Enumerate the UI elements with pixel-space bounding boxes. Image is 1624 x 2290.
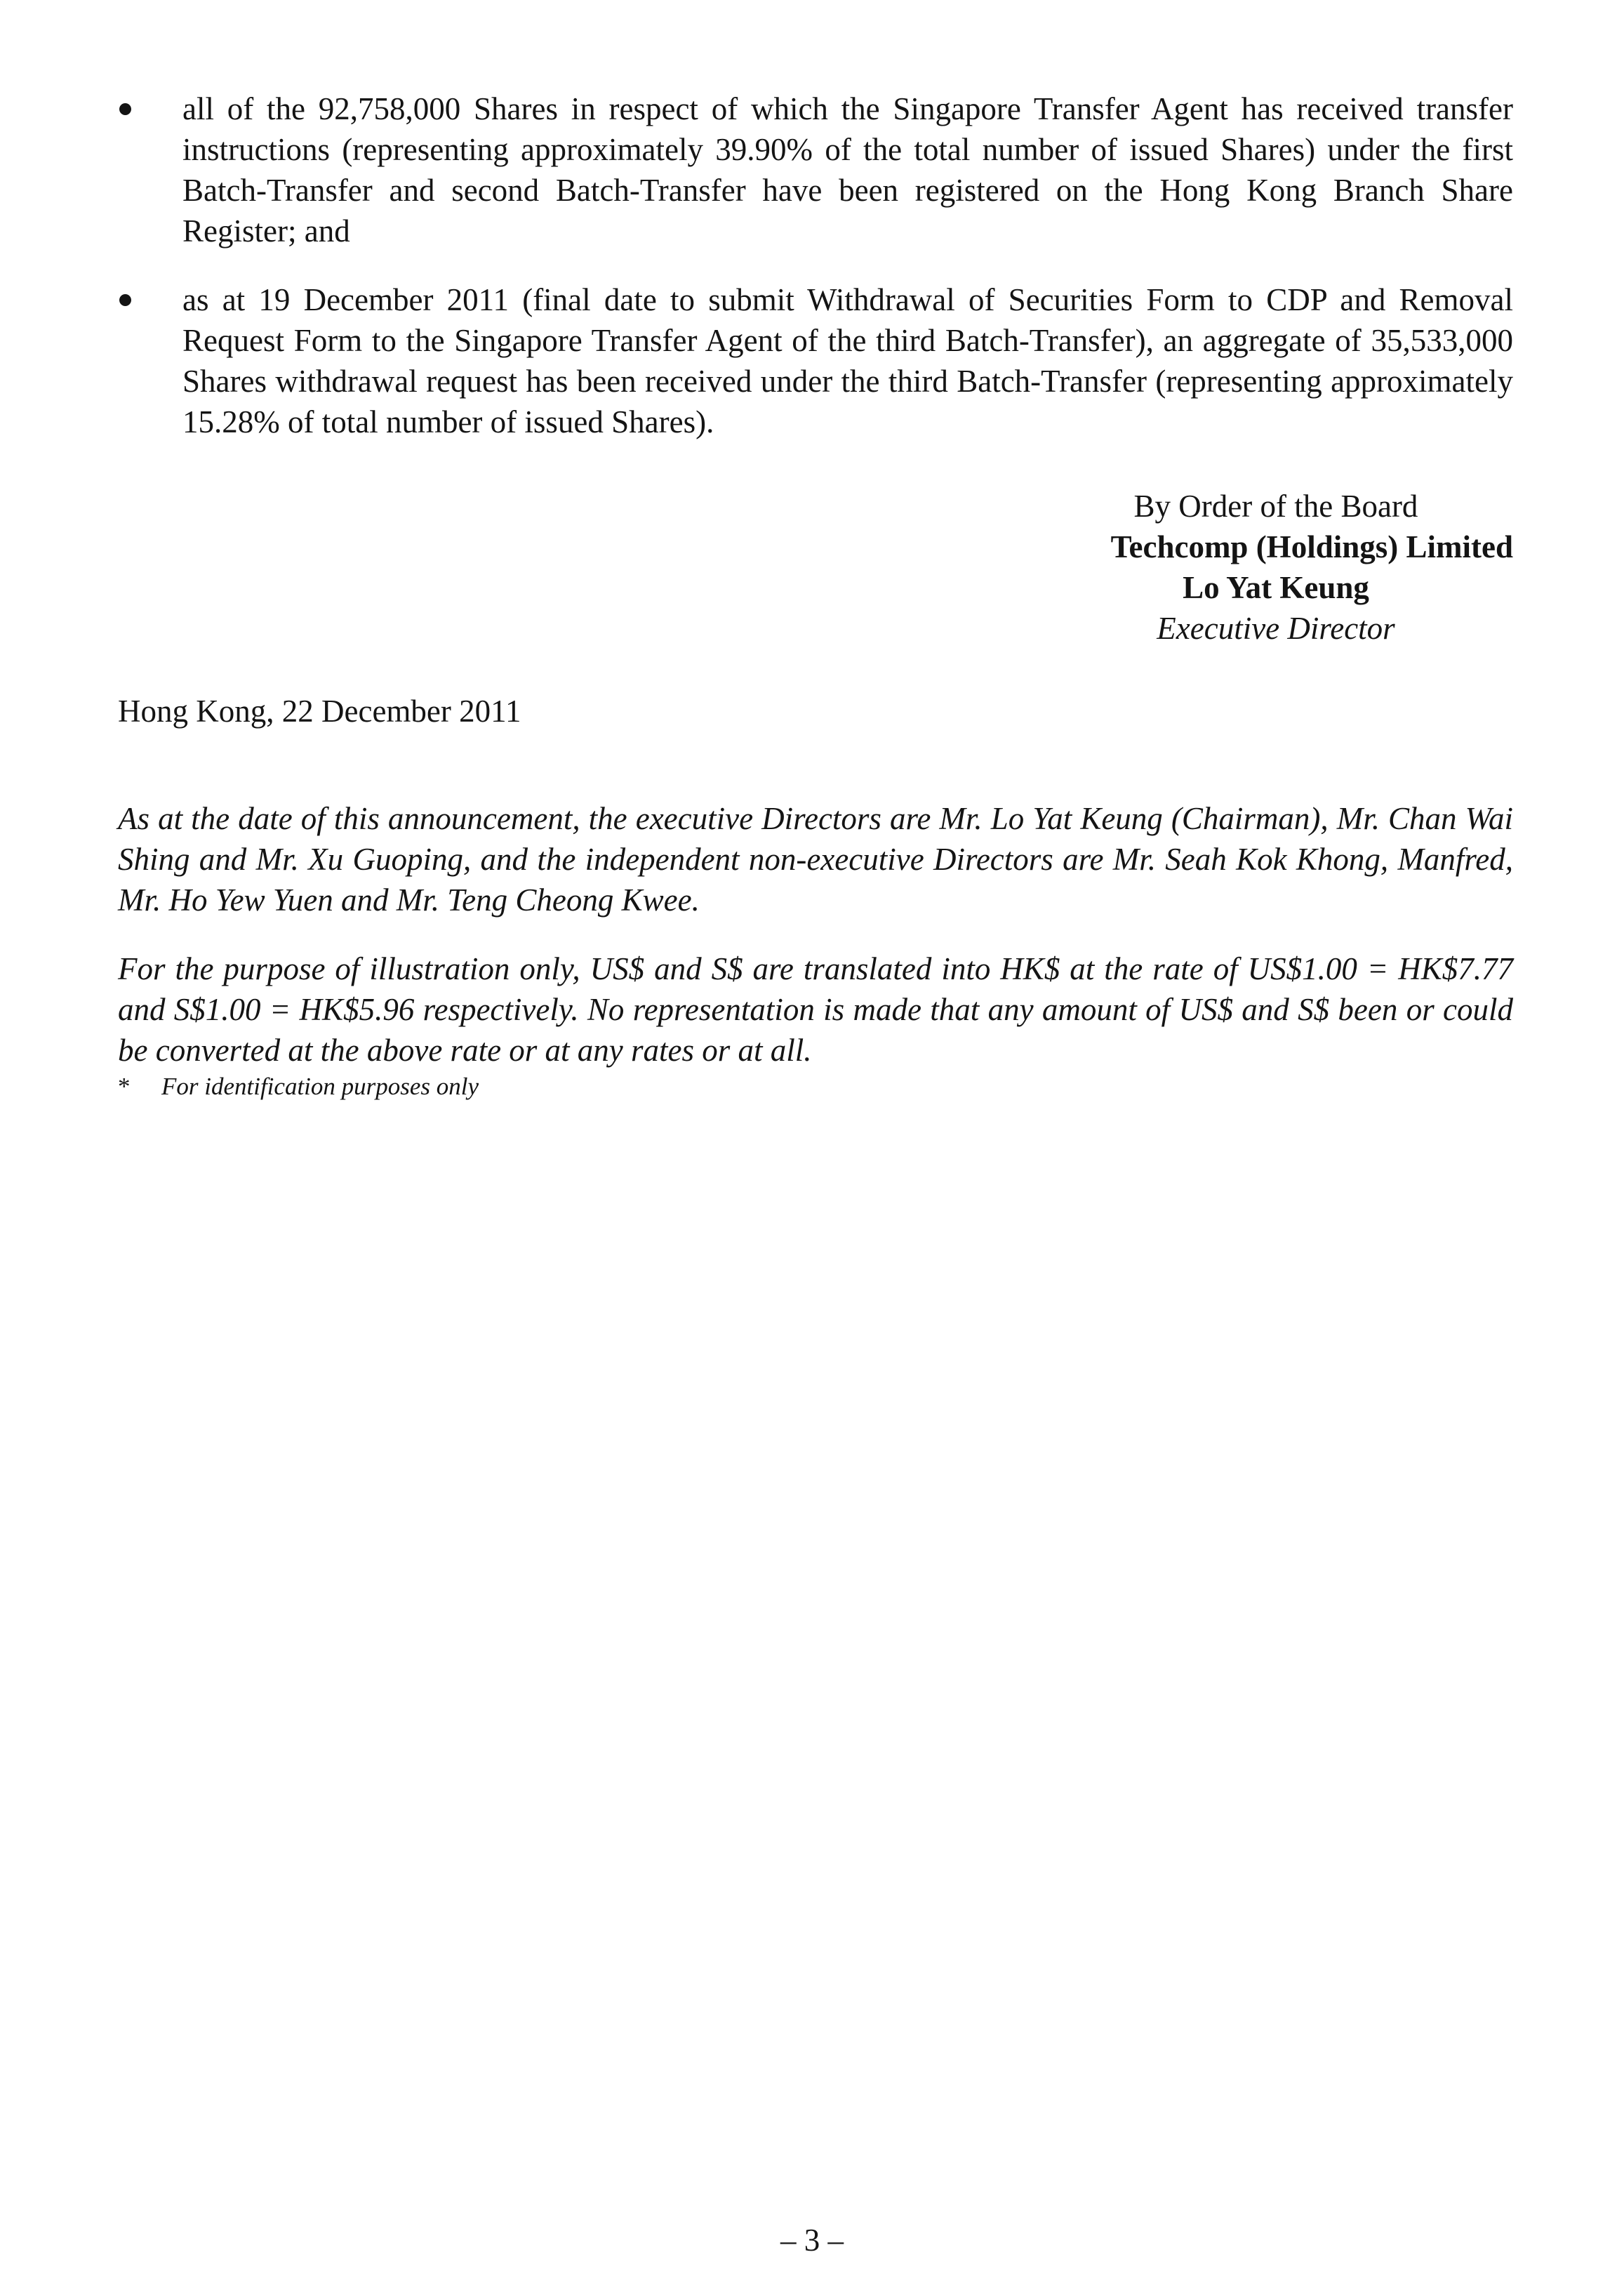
bullet-item-shares-registered (118, 88, 1513, 251)
signature-title: Executive Director (1157, 611, 1395, 646)
place-date: Hong Kong, 22 December 2011 (118, 694, 521, 729)
signature-order: By Order of the Board (1133, 489, 1418, 524)
bullet-dot-icon (119, 103, 131, 115)
bullet-text: all of the 92,758,000 Shares in respect of which the Singapore Transfer Agent has received transfer instructions (representing approximately 39.90% of the total number of issued Shares) under the first Batch-Transfer and second Batch-Transfer have been registered on the Hong Kong Branch Share Register; and (182, 91, 1513, 249)
currency-note: For the purpose of illustration only, US$ and S$ are translated into HK$ at the rate of US$1.00 = HK$7.77 and S$1.00 = HK$5.96 respectively. No representation is made that any amount of US$ and S$ been or could be converted at the above rate or at any rates or at all. (118, 951, 1513, 1068)
footnote-text: For identification purposes only (161, 1073, 479, 1100)
bullet-dot-icon (119, 294, 131, 306)
page-number: – 3 – (780, 2223, 844, 2258)
signature-name: Lo Yat Keung (1183, 570, 1369, 605)
footnote (118, 1071, 479, 1102)
bullet-item-withdrawal-request (118, 279, 1513, 442)
footnote-mark: * (118, 1073, 131, 1100)
bullet-list (118, 88, 1513, 442)
signature-block (1039, 486, 1513, 649)
signature-company: Techcomp (Holdings) Limited (1110, 529, 1513, 564)
directors-note: As at the date of this announcement, the executive Directors are Mr. Lo Yat Keung (Chairman), Mr. Chan Wai Shing and Mr. Xu Guoping, and the independent non-executive Directors are Mr. Seah Kok Khong, Manfred, Mr. Ho Yew Yuen and Mr. Teng Cheong Kwee. (118, 801, 1513, 918)
bullet-text: as at 19 December 2011 (final date to submit Withdrawal of Securities Form to CDP and Removal Request Form to the Singapore Transfer Agent of the third Batch-Transfer), an aggregate of 35,533,000 Shares withdrawal request has been received under the third Batch-Transfer (representing approximately 15.28% of total number of issued Shares). (182, 282, 1513, 439)
